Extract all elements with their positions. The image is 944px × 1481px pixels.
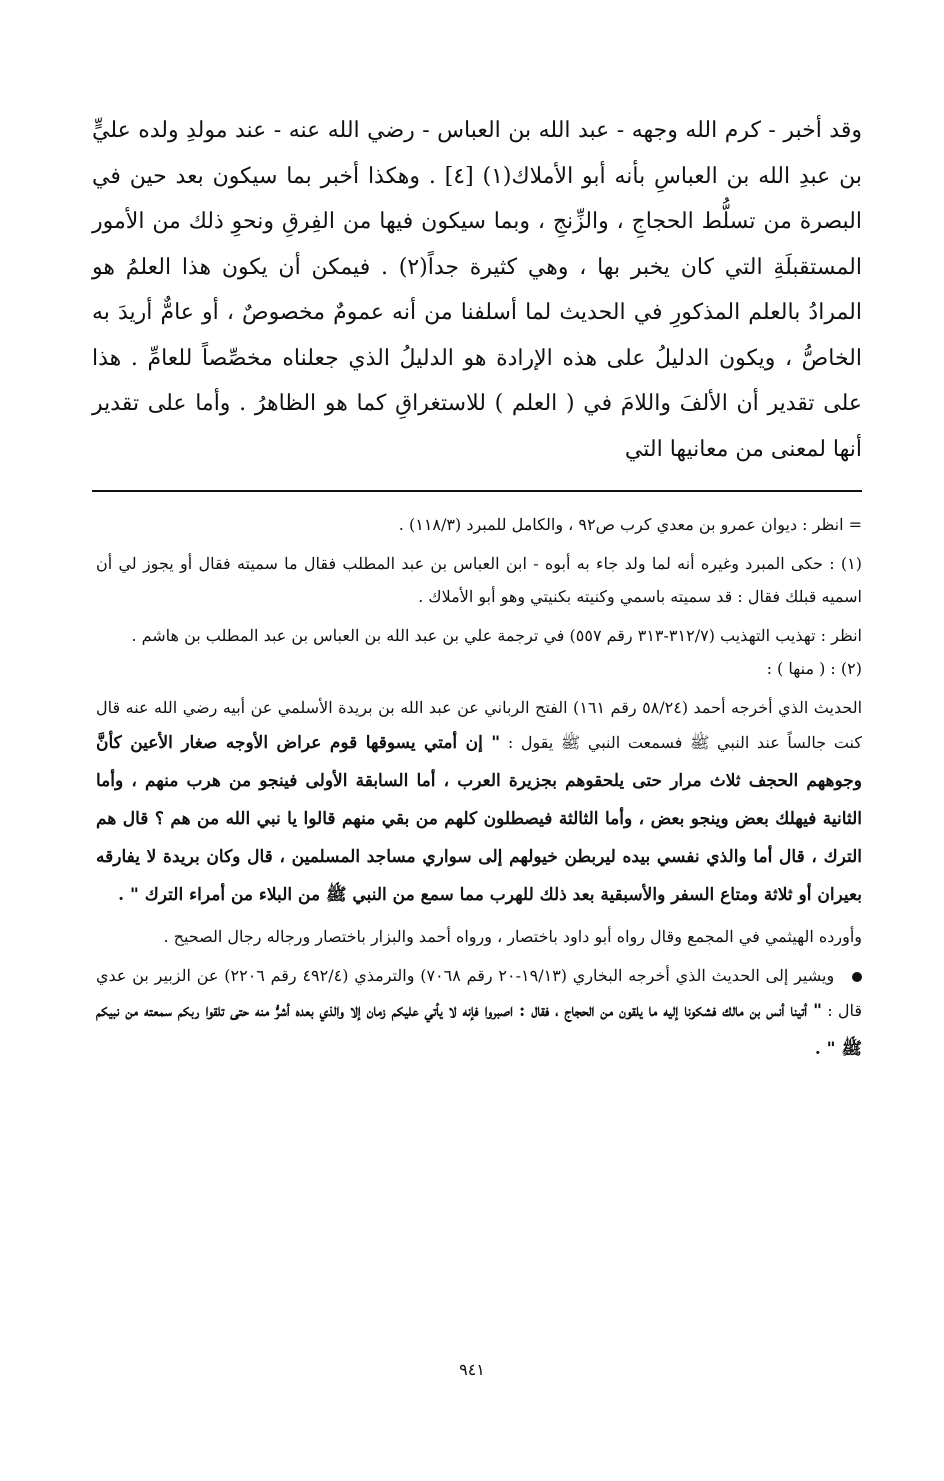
footnote-separator [92, 490, 862, 492]
footnote-2-haythami: وأورده الهيثمي في المجمع وقال رواه أبو داود باختصار ، ورواه أحمد والبزار باختصار ورجاله رجال الصحيح . [163, 927, 862, 946]
footnote-2-bukhari-intro: ويشير إلى الحديث الذي أخرجه البخاري (١٩/١٣-٢٠ رقم ٧٠٦٨) والترمذي (٤٩٢/٤ رقم ٢٢٠٦) عن الزبير بن عدي قال : [96, 966, 862, 1020]
footnotes-block [96, 508, 862, 1068]
footnote-2-hadith-block [96, 691, 862, 914]
page-number: ٩٤١ [459, 1360, 485, 1379]
footnote-1: (١) : حكى المبرد وغيره أنه لما ولد جاء به أبوه - ابن العباس بن عبد المطلب فقال ما سميته فقال أو يجوز لي أن اسميه قبلك فقال : قد سميته باسمي وكنيته بكنيتي وهو أبو الأملاك . [96, 554, 862, 606]
footnote-1-reference: انظر : تهذيب التهذيب (٣١٢/٧-٣١٣ رقم ٥٥٧) في ترجمة علي بن عبد الله بن العباس بن عبد المطلب بن هاشم . [131, 626, 862, 645]
footnote-2-bukhari-block [96, 959, 862, 1068]
footnote-2-hadith: " إن أمتي يسوقها قوم عراض الأوجه صغار الأعين كأنَّ وجوههم الحجف ثلاث مرار حتى يلحقوهم بجزيرة العرب ، أما السابقة الأولى فينجو من هرب منهم ، وأما الثانية فيهلك بعض وينجو بعض ، وأما الثالثة فيصطلون كلهم من بقي منهم قالوا يا نبي الله من هم ؟ قال هم الترك ، قال أما والذي نفسي بيده ليربطن خيولهم إلى سواري مساجد المسلمين ، قال وكان بريدة لا يفارقه بعيران أو ثلاثة ومتاع السفر والأسبقية بعد ذلك للهرب مما سمع من النبي ﷺ من البلاء من أمراء الترك " . [96, 733, 862, 905]
footnote-2-label: (٢) : ( منها ) : [766, 659, 862, 678]
bullet-icon [852, 972, 862, 982]
main-paragraph: وقد أخبر - كرم الله وجهه - عبد الله بن العباس - رضي الله عنه - عند مولدِ ولده عليٍّ بن عبدِ الله بن العباسِ بأنه أبو الأملاك(١) [٤] . وهكذا أخبر بما سيكون بعد حين في البصرة من تسلُّط الحجاجِ ، والزِّنجِ ، وبما سيكون فيها من الفِرقِ ونحوِ ذلك من الأمور المستقبلَةِ التي كان يخبر بها ، وهي كثيرة جداً(٢) . فيمكن أن يكون هذا العلمُ هو المرادُ بالعلم المذكورِ في الحديث لما أسلفنا من أنه عمومٌ مخصوصٌ ، أو عامٌّ أريدَ به الخاصُّ ، ويكون الدليلُ على هذه الإرادة هو الدليلُ الذي جعلناه مخصِّصاً للعامِّ . هذا على تقدير أن الألفَ واللامَ في ( العلم ) للاستغراقِ كما هو الظاهرُ . وأما على تقدير أنها لمعنى من معانيها التي [92, 118, 862, 462]
main-text-block [92, 108, 862, 472]
footnote-continued: = انظر : ديوان عمرو بن معدي كرب ص٩٢ ، والكامل للمبرد (١١٨/٣) . [398, 515, 862, 534]
footnote-2-bukhari-hadith: " أتينا أنس بن مالك فشكونا إليه ما يلقون من الحجاج ، فقال : اصبروا فإنه لا يأتي عليكم زمان إلا والذي بعده أشرُّ منه حتى تلقوا ربكم سمعته من نبيكم ﷺ " . [96, 1001, 862, 1059]
footnote-2-intro: الحديث الذي أخرجه أحمد (٥٨/٢٤ رقم ١٦١) الفتح الرباني عن عبد الله بن بريدة الأسلمي عن أبيه رضي الله عنه قال كنت جالساً عند النبي ﷺ فسمعت النبي ﷺ يقول : [96, 698, 863, 752]
